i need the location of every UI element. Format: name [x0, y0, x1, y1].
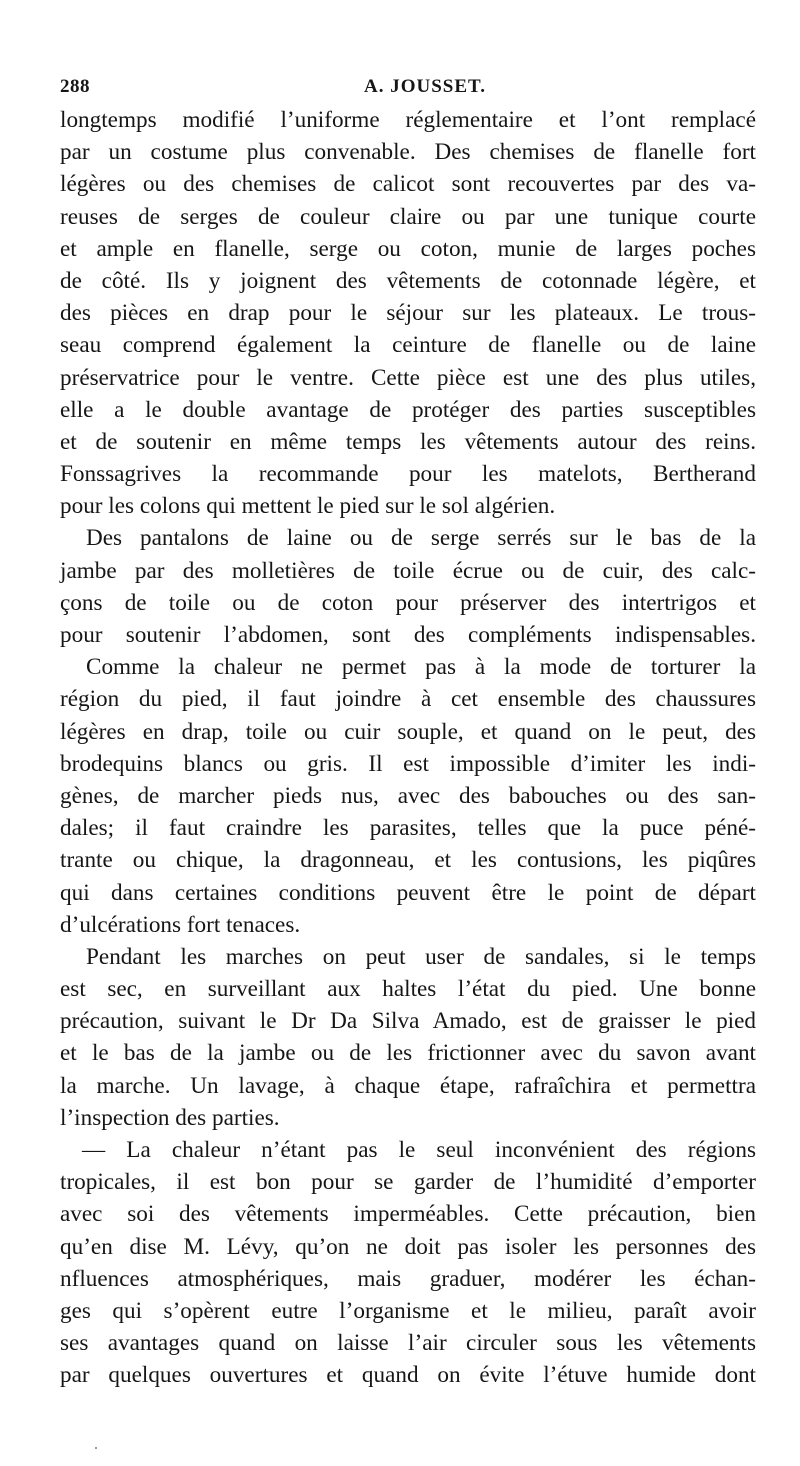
text-line: de côté. Ils y joignent des vêtements de cotonnade légère, et	[60, 267, 756, 294]
text-line: par quelques ouvertures et quand on évite l’étuve humide dont	[60, 1362, 756, 1389]
text-line: d’ulcérations fort tenaces.	[60, 911, 301, 938]
text-line: et le bas de la jambe ou de les frictionner avec du savon avant	[60, 1040, 756, 1067]
running-head: A. JOUSSET.	[364, 76, 487, 97]
paper-speck	[95, 1447, 97, 1449]
text-line: pour les colons qui mettent le pied sur le sol algérien.	[60, 493, 556, 520]
text-line: des pièces en drap pour le séjour sur les plateaux. Le trous-	[60, 300, 756, 327]
text-line: brodequins blancs ou gris. Il est impossible d’imiter les indi-	[60, 750, 756, 777]
text-line: reuses de serges de couleur claire ou par une tunique courte	[60, 203, 756, 230]
text-line: et de soutenir en même temps les vêtements autour des reins.	[60, 428, 756, 455]
page-header	[60, 68, 756, 104]
text-line: la marche. Un lavage, à chaque étape, rafraîchira et permettra	[60, 1072, 756, 1099]
text-line: gènes, de marcher pieds nus, avec des babouches ou des san-	[60, 782, 756, 809]
text-line: et ample en flanelle, serge ou coton, munie de larges poches	[60, 235, 756, 262]
text-line: préservatrice pour le ventre. Cette pièce est une des plus utiles,	[60, 364, 756, 391]
text-line: elle a le double avantage de protéger des parties susceptibles	[60, 396, 756, 423]
text-line: avec soi des vêtements imperméables. Cette précaution, bien	[60, 1201, 756, 1228]
text-line: dales; il faut craindre les parasites, telles que la puce péné-	[60, 815, 756, 842]
text-line: qu’en dise M. Lévy, qu’on ne doit pas isoler les personnes des	[60, 1233, 756, 1260]
text-line: est sec, en surveillant aux haltes l’état du pied. Une bonne	[60, 976, 756, 1003]
body-text	[60, 104, 756, 1392]
text-line: précaution, suivant le Dr Da Silva Amado, est de graisser le pied	[60, 1008, 756, 1035]
text-line: trante ou chique, la dragonneau, et les contusions, les piqûres	[60, 847, 756, 874]
paragraph-first-line: Pendant les marches on peut user de sandales, si le temps	[86, 943, 756, 970]
text-line: ges qui s’opèrent eutre l’organisme et le milieu, paraît avoir	[60, 1297, 756, 1324]
text-line: çons de toile ou de coton pour préserver des intertrigos et	[60, 589, 756, 616]
text-line: légères ou des chemises de calicot sont recouvertes par des va-	[60, 171, 756, 198]
text-line: Fonssagrives la recommande pour les matelots, Bertherand	[60, 461, 756, 488]
text-line: seau comprend également la ceinture de flanelle ou de laine	[60, 332, 756, 359]
text-line: pour soutenir l’abdomen, sont des compléments indispensables.	[60, 622, 756, 648]
text-line: légères en drap, toile ou cuir souple, et quand on le peut, des	[60, 718, 756, 745]
text-line: ses avantages quand on laisse l’air circuler sous les vêtements	[60, 1330, 756, 1357]
text-line: région du pied, il faut joindre à cet ensemble des chaussures	[60, 686, 756, 713]
text-line: par un costume plus convenable. Des chemises de flanelle fort	[60, 139, 756, 166]
text-line: l’inspection des parties.	[60, 1104, 280, 1131]
text-line: jambe par des molletières de toile écrue ou de cuir, des calc-	[60, 557, 756, 584]
paragraph-first-line: Comme la chaleur ne permet pas à la mode de torturer la	[86, 654, 756, 681]
text-line: tropicales, il est bon pour se garder de l’humidité d’emporter	[60, 1169, 756, 1196]
paragraph-first-line: — La chaleur n’étant pas le seul inconvénient des régions	[82, 1137, 756, 1163]
text-line: qui dans certaines conditions peuvent être le point de départ	[60, 879, 756, 906]
book-page	[60, 68, 756, 1392]
paragraph-first-line: Des pantalons de laine ou de serge serrés sur le bas de la	[86, 525, 756, 552]
text-line: longtemps modifié l’uniforme réglementaire et l’ont remplacé	[60, 107, 756, 133]
text-line: nfluences atmosphériques, mais graduer, modérer les échan-	[60, 1265, 756, 1292]
page-number: 288	[60, 76, 90, 97]
